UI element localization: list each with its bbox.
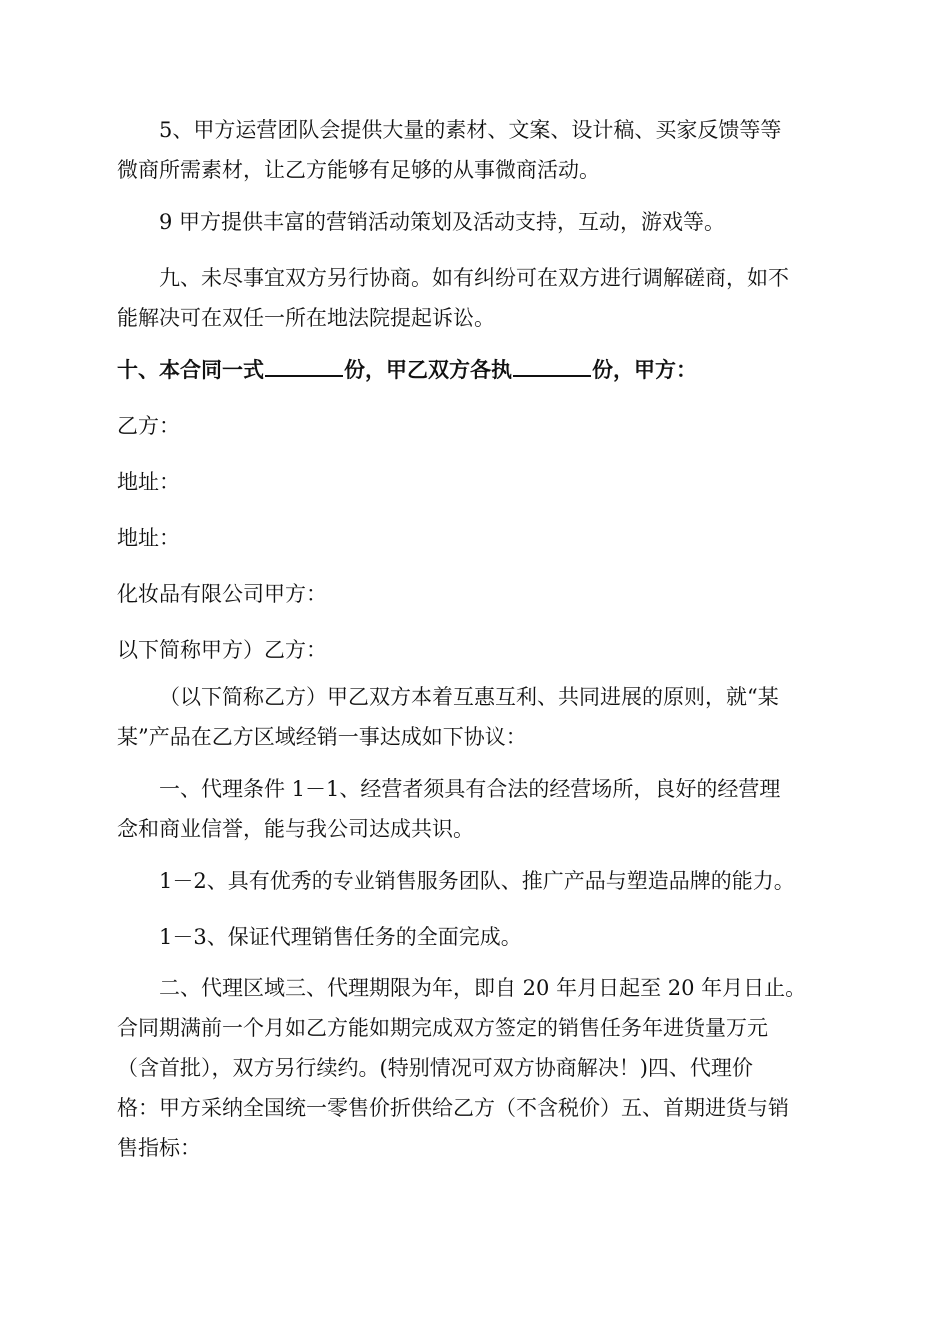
text-line: 念和商业信誉，能与我公司达成共识。: [117, 817, 474, 841]
paragraph-item-5: [117, 110, 837, 190]
paragraph-clause-1-2: [117, 861, 837, 901]
address-label: [117, 462, 837, 502]
copies-blank: [265, 353, 343, 377]
paragraph-clause-1: [117, 769, 837, 849]
party-b-label: [117, 406, 837, 446]
text-line: 化妆品有限公司甲方：: [117, 582, 327, 606]
clause-10-part-2: 份，甲乙双方各执: [344, 357, 512, 382]
text-line: 以下简称甲方）乙方：: [117, 638, 327, 662]
text-line: 地址：: [117, 526, 180, 550]
paragraph-preamble: [117, 677, 837, 757]
text-line: 5、甲方运营团队会提供大量的素材、文案、设计稿、买家反馈等等: [159, 118, 782, 142]
copies-each-blank: [513, 353, 591, 377]
abbreviation-party-label: [117, 630, 837, 670]
clause-10-part-1: 十、本合同一式: [117, 357, 264, 382]
address-label: [117, 518, 837, 558]
text-line: 乙方：: [117, 414, 180, 438]
clause-10-part-3: 份，甲方：: [592, 357, 697, 382]
paragraph-clause-9: [117, 258, 837, 338]
text-line: 某”产品在乙方区域经销一事达成如下协议：: [117, 725, 527, 749]
text-line: 九、未尽事宜双方另行协商。如有纠纷可在双方进行调解磋商，如不: [159, 266, 789, 290]
text-line: 一、代理条件 1－1、经营者须具有合法的经营场所，良好的经营理: [159, 777, 781, 801]
text-line: 微商所需素材，让乙方能够有足够的从事微商活动。: [117, 158, 600, 182]
text-line: 1－2、具有优秀的专业销售服务团队、推广产品与塑造品牌的能力。: [159, 869, 795, 893]
text-line: 能解决可在双任一所在地法院提起诉讼。: [117, 306, 495, 330]
paragraph-item-9: [117, 202, 837, 242]
text-line: 合同期满前一个月如乙方能如期完成双方签定的销售任务年进货量万元: [117, 1016, 768, 1040]
text-line: 格：甲方采纳全国统一零售价折供给乙方（不含税价）五、首期进货与销: [117, 1096, 789, 1120]
text-line: 1－3、保证代理销售任务的全面完成。: [159, 925, 522, 949]
text-line: 二、代理区域三、代理期限为年，即自 20 年月日起至 20 年月日止。: [159, 976, 807, 1000]
paragraph-clause-1-3: [117, 917, 837, 957]
text-line: 售指标：: [117, 1136, 201, 1160]
paragraph-clause-10: [117, 350, 837, 390]
text-line: （含首批），双方另行续约。(特别情况可双方协商解决！)四、代理价: [117, 1056, 753, 1080]
text-line: [117, 350, 837, 390]
text-line: 地址：: [117, 470, 180, 494]
company-party-a-label: [117, 574, 837, 614]
paragraph-clause-2: [117, 968, 837, 1168]
text-line: （以下简称乙方）甲乙双方本着互惠互利、共同进展的原则，就“某: [159, 685, 779, 709]
text-line: 9 甲方提供丰富的营销活动策划及活动支持，互动，游戏等。: [159, 210, 726, 234]
